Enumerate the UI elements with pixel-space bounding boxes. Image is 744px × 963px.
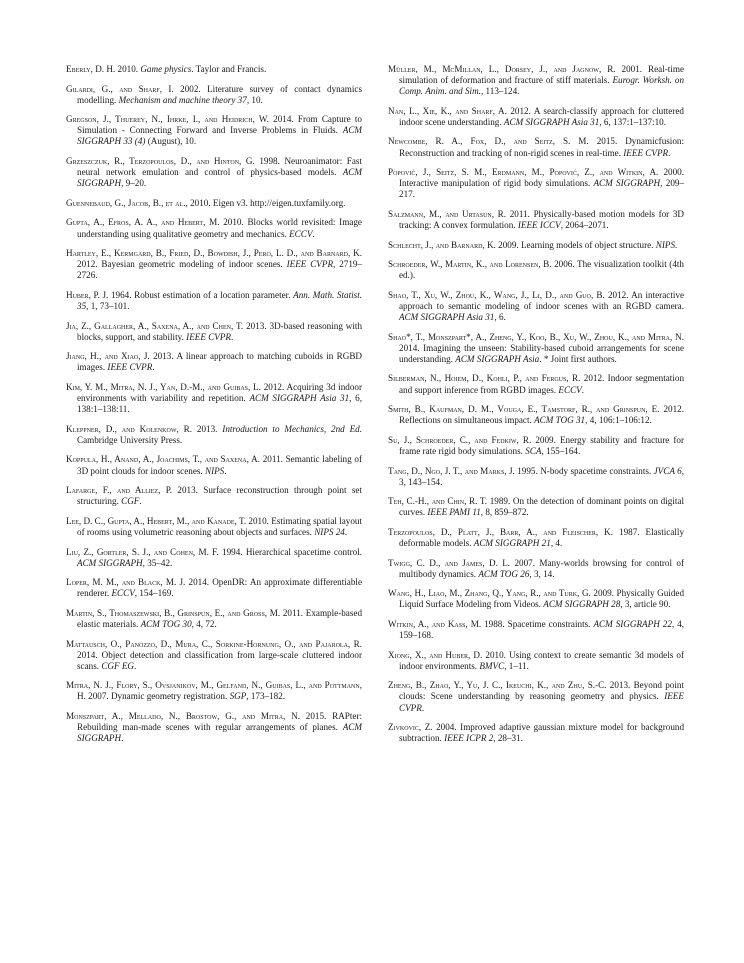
- reference-year: 1964.: [110, 289, 132, 300]
- reference-authors: Kim, Y. M., Mitra, N. J., Yan, D.-M., and Guibas, L.: [66, 381, 261, 392]
- reference-year: 2013.: [153, 351, 174, 362]
- reference-title: A linear approach to matching cuboids in RGBD images.: [77, 351, 363, 373]
- reference-title: A search-classify approach for cluttered indoor scene understanding.: [399, 105, 684, 127]
- reference-entry: [66, 248, 362, 281]
- reference-year: 2009.: [593, 588, 614, 599]
- reference-authors: Tang, D., Ngo, J. T., and Marks, J.: [388, 465, 515, 476]
- reference-authors: Guennebaud, G., Jacob, B., et al.,: [66, 197, 188, 208]
- reference-venue: ACM SIGGRAPH Asia: [455, 353, 540, 364]
- reference-title: Semantic labeling of 3D point clouds for indoor scenes.: [77, 454, 362, 476]
- reference-title: An interactive approach to semantic modeling of indoor scenes with an RGBD camera.: [399, 289, 684, 311]
- reference-entry: [388, 106, 684, 128]
- reference-details: , 6.: [494, 312, 506, 323]
- reference-details: , 10.: [246, 94, 263, 105]
- reference-details: .: [581, 384, 585, 395]
- reference-year: 2013.: [246, 320, 267, 331]
- reference-details: , 35–42.: [142, 557, 173, 568]
- reference-authors: Silberman, N., Hoiem, D., Kohli, P., and Fergus, R.: [388, 373, 581, 384]
- reference-entry: [388, 558, 684, 580]
- reference-details: .: [224, 465, 227, 476]
- reference-entry: [66, 577, 362, 599]
- reference-venue: BMVC: [479, 660, 505, 671]
- reference-entry: [388, 332, 684, 365]
- reference-details: .: [344, 526, 348, 537]
- reference-entry: [388, 435, 684, 457]
- reference-venue: SGP: [229, 691, 247, 702]
- reference-venue: IEEE ICCV: [517, 220, 561, 231]
- reference-title: Eigen v3. http://eigen.tuxfamily.org.: [212, 197, 346, 208]
- reference-year: 2006.: [554, 259, 575, 270]
- reference-title: Beyond point clouds: Scene understanding by reasoning geometry and physics.: [399, 680, 684, 702]
- reference-entry: [388, 240, 684, 251]
- reference-venue: IEEE ICPR 2: [444, 733, 494, 744]
- reference-entry: [388, 588, 684, 610]
- reference-details: .: [231, 331, 234, 342]
- reference-details: , 28–31.: [493, 733, 523, 744]
- reference-authors: Jia, Z., Gallagher, A., Saxena, A., and Chen, T.: [66, 320, 244, 331]
- reference-details: , 6, 138:1–138:11.: [77, 393, 363, 415]
- reference-entry: [66, 351, 362, 373]
- reference-venue: ACM SIGGRAPH 21: [473, 538, 551, 548]
- reference-entry: [388, 619, 684, 641]
- reference-details: , 155–164.: [541, 445, 581, 456]
- reference-entry: [66, 198, 362, 209]
- reference-title: Robust estimation of a location parameter.: [134, 289, 291, 300]
- reference-title: 3D-based reasoning with blocks, support, and stability.: [77, 320, 363, 342]
- reference-year: 2012.: [77, 259, 98, 270]
- reference-entry: [66, 321, 362, 343]
- reference-title: Indoor segmentation and support inference from RGBD images.: [399, 373, 685, 395]
- reference-entry: [388, 496, 684, 518]
- reference-venue: IEEE CVPR: [186, 331, 232, 342]
- reference-year: 2015.: [305, 711, 327, 722]
- reference-venue: ACM SIGGRAPH: [77, 722, 362, 744]
- reference-venue: ACM SIGGRAPH: [77, 557, 143, 568]
- reference-entry: [388, 680, 684, 713]
- reference-authors: Gregson, J., Thuerey, N., Ihrke, I., and Heidrich, W.: [66, 114, 269, 125]
- reference-venue: Introduction to Mechanics, 2nd Ed.: [222, 423, 363, 434]
- reference-details: .: [152, 362, 155, 373]
- reference-title: Physically Guided Liquid Surface Modeling from Videos.: [399, 588, 685, 610]
- reference-authors: Mitra, N. J., Flory, S., Ovsjanikov, M., Gelfand, N., Guibas, L., and Pottmann, H.: [66, 680, 362, 702]
- reference-details: , 3, 14.: [529, 568, 555, 579]
- reference-authors: Lee, D. C., Gupta, A., Hebert, M., and Kanade, T.: [66, 515, 247, 526]
- reference-title: Real-time simulation of deformation and fracture of stiff materials.: [399, 64, 685, 86]
- reference-details: , 2719–2726.: [77, 259, 362, 281]
- reference-details: , 4, 106:1–106:12.: [585, 415, 652, 426]
- reference-details: , 3, article 90.: [620, 599, 671, 610]
- reference-venue: Mechanism and machine theory 37: [118, 94, 247, 105]
- reference-details: .: [675, 239, 678, 250]
- reference-title: Elastically deformable models.: [399, 526, 685, 548]
- reference-details: , 154–169.: [134, 588, 174, 599]
- references-column-left: [66, 64, 362, 753]
- reference-venue: NIPS: [655, 239, 676, 250]
- reference-year: 2007.: [514, 557, 535, 568]
- reference-title: Dynamicfusion: Reconstruction and tracking of non-rigid scenes in real-time.: [399, 136, 684, 158]
- reference-title: Literature survey of contact dynamics modelling.: [77, 83, 362, 105]
- reference-venue: ACM SIGGRAPH: [593, 178, 661, 189]
- reference-authors: Lafarge, F., and Alliez, P.: [66, 485, 173, 496]
- reference-title: Interactive manipulation of rigid body simulations.: [399, 178, 591, 189]
- reference-entry: [66, 84, 362, 106]
- reference-venue: NIPS: [204, 465, 225, 476]
- reference-authors: Xiong, X., and Huber, D.: [388, 649, 483, 660]
- reference-title: Neuroanimator: Fast neural network emulation and control of physics-based models.: [77, 156, 363, 178]
- reference-title: N-body spacetime constraints.: [540, 465, 652, 476]
- reference-year: 2011.: [262, 454, 283, 465]
- reference-title: Surface reconstruction through point set structuring.: [77, 485, 362, 507]
- reference-details: , 113–124.: [480, 86, 520, 97]
- reference-authors: Zheng, B., Zhao, Y., Yu, J. C., Ikeuchi, K., and Zhu, S.-C.: [388, 680, 607, 691]
- reference-entry: [66, 639, 362, 672]
- reference-title: Imagining the unseen: Stability-based cuboid arrangements for scene understanding.: [399, 342, 684, 364]
- reference-year: 2013.: [609, 680, 631, 691]
- reference-venue: IEEE CVPR: [399, 691, 684, 713]
- reference-title: On the detection of dominant points on digital curves.: [399, 496, 685, 518]
- reference-entry: [388, 527, 684, 549]
- reference-details: .: [312, 228, 315, 239]
- reference-entry: [388, 209, 684, 231]
- reference-details: .: [134, 660, 137, 671]
- reference-venue: ACM SIGGRAPH Asia 31: [249, 393, 350, 404]
- reference-authors: Grzeszczuk, R., Terzopoulos, D., and Hinton, G.: [66, 156, 255, 167]
- reference-title: The visualization toolkit (4th ed.).: [399, 259, 684, 281]
- reference-authors: Loper, M. M., and Black, M. J.: [66, 577, 186, 588]
- reference-year: 2013.: [177, 485, 198, 496]
- reference-authors: Witkin, A., and Kass, M.: [388, 618, 482, 629]
- reference-year: 2004.: [436, 722, 457, 733]
- reference-year: 1988.: [484, 618, 505, 629]
- reference-details: , 4.: [550, 538, 563, 548]
- reference-entry: [66, 516, 362, 538]
- reference-details: , 3, 143–154.: [399, 465, 685, 487]
- reference-entry: [66, 156, 362, 189]
- reference-year: 2011.: [282, 607, 304, 618]
- reference-title: Blocks world revisited: Image understanding using qualitative geometry and mechanics.: [77, 217, 362, 239]
- reference-details: , 4, 159–168.: [399, 618, 685, 641]
- reference-year: 2012.: [583, 373, 605, 384]
- reference-year: 1995.: [517, 465, 538, 476]
- reference-authors: Mattausch, O., Panozzo, D., Mura, C., Sorkine-Hornung, O., and Pajarola, R.: [66, 638, 362, 649]
- reference-title: Example-based elastic materials.: [77, 607, 363, 629]
- reference-details: .: [139, 496, 142, 507]
- reference-details: , 6, 137:1–137:10.: [599, 116, 666, 127]
- reference-venue: IEEE CVPR: [286, 259, 334, 270]
- reference-venue: Eurogr. Worksh. on Comp. Anim. and Sim.: [399, 75, 685, 97]
- reference-entry: [388, 167, 684, 200]
- reference-authors: Kleppner, D., and Kolenkow, R.: [66, 423, 193, 434]
- reference-entry: [66, 424, 362, 446]
- reference-venue: ACM TOG 31: [534, 415, 586, 426]
- reference-entry: [66, 547, 362, 569]
- reference-venue: CGF: [121, 496, 140, 507]
- reference-details: . Taylor and Francis.: [191, 64, 267, 74]
- reference-entry: [388, 290, 684, 323]
- reference-year: 2012.: [263, 381, 285, 392]
- reference-venue: JVCA 6: [653, 465, 682, 476]
- reference-title: Bayesian geometric modeling of indoor scenes.: [101, 259, 283, 270]
- reference-venue: NIPS 24: [314, 526, 345, 537]
- reference-venue: ACM SIGGRAPH 22: [593, 618, 672, 629]
- reference-venue: ECCV: [289, 228, 313, 239]
- reference-details: , 9–20.: [121, 178, 147, 189]
- reference-entry: [66, 454, 362, 476]
- reference-authors: Shao, T., Xu, W., Zhou, K., Wang, J., Li, D., and Guo, B.: [388, 289, 605, 300]
- reference-entry: [66, 290, 362, 312]
- reference-year: 2012.: [510, 105, 531, 116]
- reference-authors: Smith, B., Kaufman, D. M., Vouga, E., Tamstorf, R., and Grinspun, E.: [388, 404, 660, 415]
- reference-title: Energy stability and fracture for frame rate rigid body simulations.: [399, 434, 685, 456]
- reference-details: (August), 10.: [145, 136, 197, 147]
- reference-details: .: [668, 147, 671, 158]
- reference-year: 2014.: [77, 649, 98, 660]
- reference-entry: [66, 64, 362, 75]
- reference-venue: ACM TOG 26: [478, 568, 530, 579]
- reference-authors: Martin, S., Thomaszewski, B., Grinspun, E., and Gross, M.: [66, 607, 281, 618]
- reference-details: , 209–217.: [399, 178, 684, 200]
- reference-details: .: [421, 702, 425, 713]
- reference-year: 2015.: [596, 136, 618, 147]
- reference-entry: [66, 608, 362, 630]
- reference-details: , 173–182.: [246, 691, 286, 702]
- reference-title: Physically-based motion models for 3D tracking: A convex formulation.: [399, 208, 685, 231]
- reference-venue: Ann. Math. Statist. 35: [77, 289, 363, 311]
- reference-authors: Terzopoulos, D., Platt, J., Barr, A., and Fleischer, K.: [388, 526, 614, 537]
- reference-year: 2000.: [663, 167, 685, 178]
- reference-authors: Huber, P. J.: [66, 289, 109, 300]
- reference-entry: [388, 259, 684, 281]
- reference-authors: Schlecht, J., and Barnard, K.: [388, 239, 496, 250]
- reference-year: 2009.: [535, 434, 556, 445]
- reference-title: Many-worlds browsing for control of multibody dynamics.: [399, 557, 684, 579]
- reference-year: 2002.: [180, 83, 201, 94]
- reference-authors: Zivkovic, Z.: [388, 722, 433, 733]
- reference-entry: [388, 404, 684, 426]
- reference-title: OpenDR: An approximate differentiable renderer.: [77, 577, 362, 599]
- reference-year: 2011.: [509, 208, 530, 219]
- reference-details: Cambridge University Press.: [77, 434, 183, 445]
- reference-title: Improved adaptive gaussian mixture model for background subtraction.: [399, 722, 685, 744]
- reference-title: From Capture to Simulation - Connecting Forward and Inverse Problems in Fluids.: [77, 114, 362, 136]
- reference-venue: ACM SIGGRAPH 28: [543, 599, 621, 610]
- reference-entry: [388, 64, 684, 97]
- reference-title: Dynamic geometry registration.: [110, 691, 228, 702]
- reference-year: 2010.: [485, 649, 506, 660]
- reference-venue: ECCV: [558, 384, 582, 395]
- reference-title: Learning models of object structure.: [520, 239, 654, 250]
- reference-year: 2012.: [663, 404, 685, 415]
- reference-title: Using context to create semantic 3d models of indoor environments.: [399, 649, 685, 671]
- reference-entry: [66, 217, 362, 239]
- reference-year: 2014.: [273, 114, 294, 125]
- reference-year: 2014.: [188, 577, 210, 588]
- reference-title: Reflections on simultaneous impact.: [399, 415, 532, 426]
- reference-authors: Newcombe, R. A., Fox, D., and Seitz, S. M.: [388, 136, 589, 147]
- reference-title: RAPter: Rebuilding man-made scenes with regular arrangements of planes.: [77, 711, 363, 733]
- reference-authors: Monszpart, A., Mellado, N., Brostow, G., and Mitra, N.: [66, 711, 300, 722]
- reference-authors: Shao*, T., Monszpart*, A., Zheng, Y., Koo, B., Xu, W., Zhou, K., and Mitra, N.: [388, 331, 684, 342]
- reference-year: 2007.: [88, 691, 109, 702]
- reference-authors: Salzmann, M., and Urtasun, R.: [388, 208, 507, 219]
- reference-details: , 1, 73–101.: [86, 301, 130, 311]
- reference-year: 2001.: [621, 64, 643, 74]
- reference-title: Acquiring 3d indoor environments with variability and repetition.: [77, 381, 363, 404]
- reference-year: 1989.: [489, 496, 511, 507]
- reference-venue: ACM TOG 30: [140, 618, 192, 629]
- reference-authors: Wang, H., Liao, M., Zhang, Q., Yang, R., and Turk, G.: [388, 588, 591, 599]
- reference-year: 2010.: [117, 64, 139, 74]
- reference-venue: IEEE CVPR: [623, 147, 669, 158]
- reference-details: , 2064–2071.: [560, 220, 609, 231]
- reference-entry: [66, 680, 362, 702]
- reference-authors: Popović, J., Seitz, S. M., Erdmann, M., Popović, Z., and Witkin, A.: [388, 167, 659, 178]
- reference-entry: [388, 466, 684, 488]
- reference-authors: Twigg, C. D., and James, D. L.: [388, 557, 511, 568]
- reference-year: 1994.: [222, 546, 243, 557]
- reference-details: , 4, 72.: [191, 618, 217, 629]
- reference-authors: Koppula, H., Anand, A., Joachims, T., and Saxena, A.: [66, 454, 260, 465]
- reference-title: Hierarchical spacetime control.: [245, 546, 363, 557]
- reference-authors: Eberly, D. H.: [66, 64, 116, 74]
- reference-entry: [66, 114, 362, 147]
- reference-venue: Game physics: [140, 64, 192, 74]
- reference-authors: Su, J., Schroeder, C., and Fedkiw, R.: [388, 434, 532, 445]
- reference-year: 2014.: [399, 342, 420, 353]
- reference-year: 2013.: [196, 423, 218, 434]
- reference-authors: Teh, C.-H., and Chin, R. T.: [388, 496, 488, 507]
- reference-authors: Nan, L., Xie, K., and Sharf, A.: [388, 105, 507, 116]
- reference-details: .: [121, 733, 124, 744]
- reference-details: , 8, 859–872.: [480, 507, 529, 518]
- reference-year: 2010.: [223, 217, 244, 228]
- reference-venue: IEEE CVPR: [107, 362, 153, 373]
- reference-entry: [388, 136, 684, 158]
- reference-year: 1987.: [619, 526, 640, 537]
- reference-authors: Hartley, E., Kermgard, B., Fried, D., Bowdish, J., Pero, L. D., and Barnard, K.: [66, 248, 362, 259]
- reference-year: 2010.: [248, 515, 269, 526]
- reference-authors: Jiang, H., and Xiao, J.: [66, 351, 150, 362]
- reference-entry: [388, 650, 684, 672]
- reference-title: Estimating spatial layout of rooms using volumetric reasoning about objects and surfaces.: [77, 515, 363, 537]
- reference-venue: SCA: [525, 445, 542, 456]
- reference-entry: [66, 485, 362, 507]
- reference-venue: CGF EG: [101, 660, 135, 671]
- reference-entry: [388, 722, 684, 744]
- reference-entry: [66, 382, 362, 415]
- reference-year: 2012.: [607, 289, 629, 300]
- reference-title: Spacetime constraints.: [507, 618, 591, 629]
- reference-venue: ACM SIGGRAPH Asia 31: [399, 312, 495, 323]
- reference-year: 2009.: [498, 239, 519, 250]
- reference-year: 1998.: [259, 156, 280, 167]
- references-column-right: [388, 64, 684, 753]
- reference-venue: ACM SIGGRAPH Asia 31: [503, 116, 600, 127]
- reference-authors: Gilardi, G., and Sharf, I.: [66, 83, 174, 94]
- reference-venue: ACM SIGGRAPH: [77, 167, 362, 189]
- reference-details: , 1–11.: [504, 660, 529, 671]
- reference-authors: Schroeder, W., Martin, K., and Lorensen, B.: [388, 259, 552, 270]
- reference-details: . * Joint first authors.: [539, 353, 617, 364]
- reference-entry: [66, 711, 362, 744]
- reference-authors: Liu, Z., Gortler, S. J., and Cohen, M. F.: [66, 546, 219, 557]
- reference-authors: Gupta, A., Efros, A. A., and Hebert, M.: [66, 217, 220, 228]
- reference-authors: Müller, M., McMillan, L., Dorsey, J., and Jagnow, R.: [388, 64, 616, 74]
- reference-entry: [388, 373, 684, 395]
- reference-venue: ACM SIGGRAPH 33 (4): [77, 125, 363, 147]
- reference-venue: IEEE PAMI 11: [427, 507, 481, 518]
- reference-venue: ECCV: [111, 588, 135, 599]
- reference-title: Object detection and classification from large-scale cluttered indoor scans.: [77, 649, 362, 671]
- reference-year: 2010.: [190, 197, 211, 208]
